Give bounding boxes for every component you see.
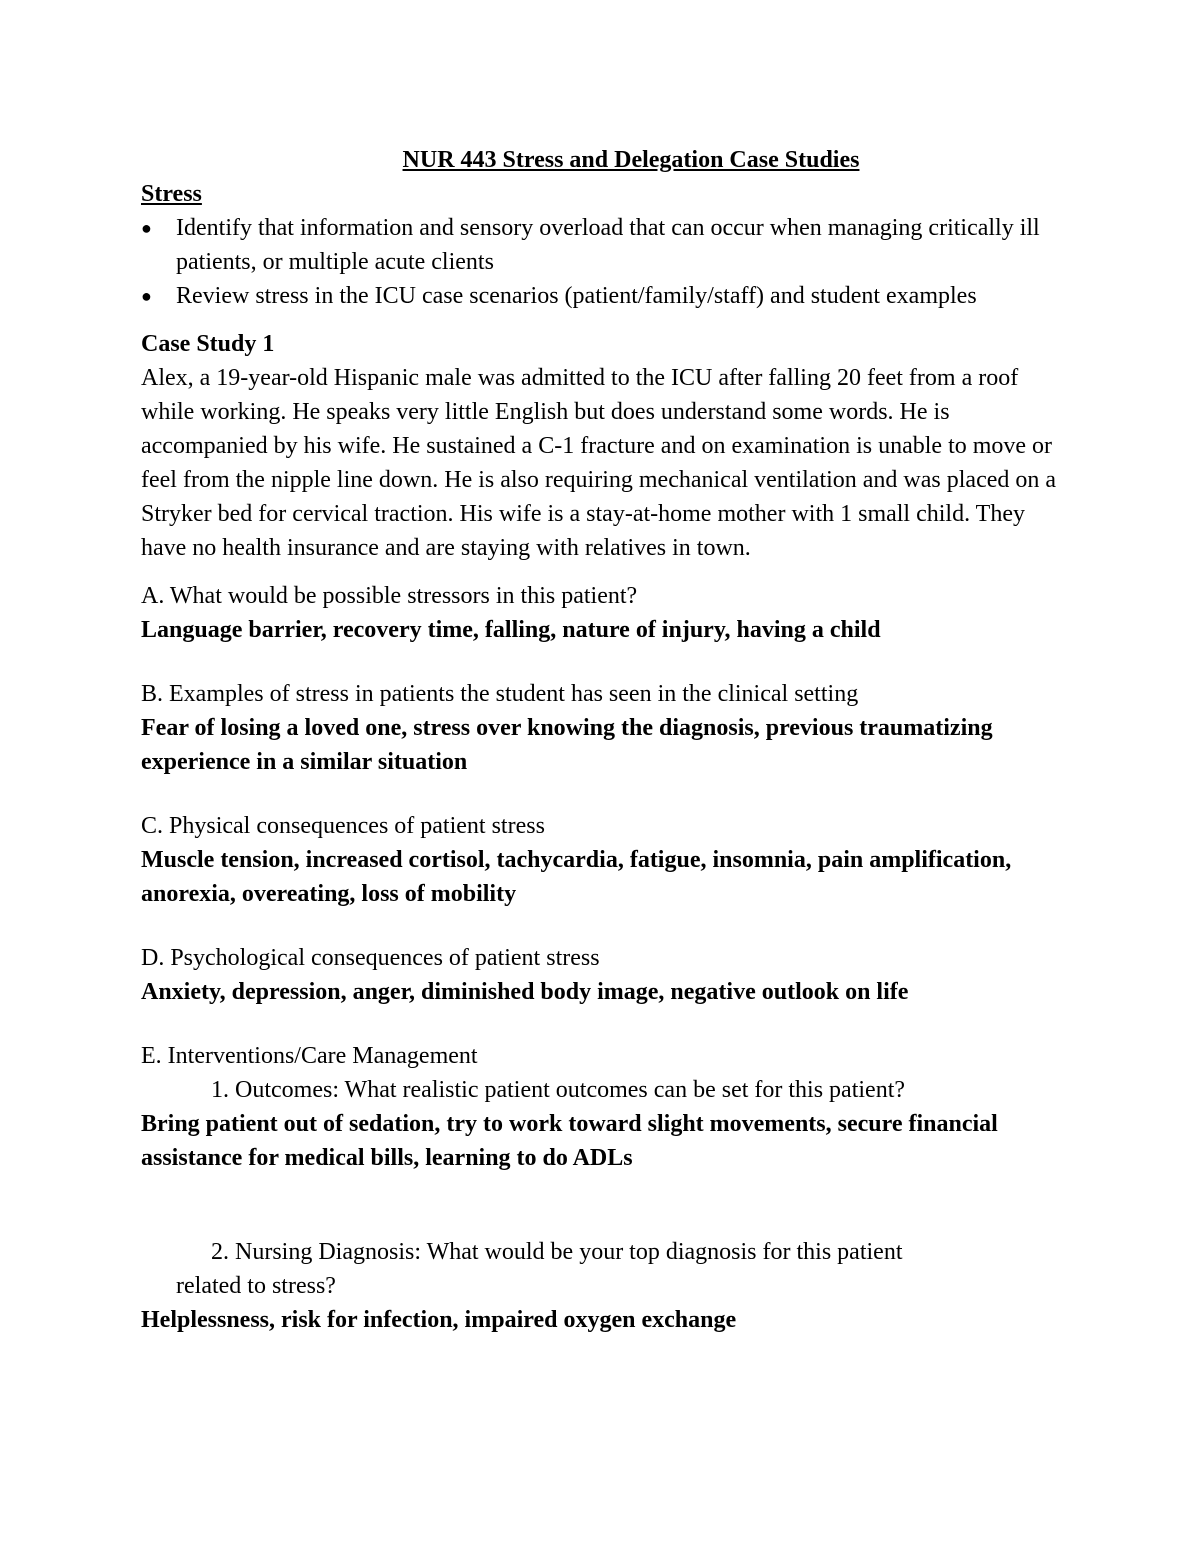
answer-b: Fear of losing a loved one, stress over knowing the diagnosis, previous traumatizing experience in a similar situation: [141, 715, 993, 775]
bullet-icon: ●: [141, 218, 152, 238]
answer-c: Muscle tension, increased cortisol, tachycardia, fatigue, insomnia, pain amplification, anorexia, overeating, loss of mobility: [141, 847, 1012, 907]
question-e-sub1: 1. Outcomes: What realistic patient outcomes can be set for this patient?: [211, 1077, 906, 1103]
document-title: NUR 443 Stress and Delegation Case Studies: [402, 147, 860, 173]
spacer: [141, 647, 1061, 677]
case-study-heading: Case Study 1: [141, 331, 275, 357]
case-study-body: Alex, a 19-year-old Hispanic male was admitted to the ICU after falling 20 feet from a roof while working. He speaks very little English but does understand some words. He is accompanied by his wife. He sustained a C-1 fracture and on examination is unable to move or feel from the nipple line down. He is also requiring mechanical ventilation and was placed on a Stryker bed for cervical traction. His wife is a stay-at-home mother with 1 small child. They have no health insurance and are staying with relatives in town.: [141, 365, 1057, 561]
stress-bullet-list: [141, 211, 1061, 313]
bullet-item: [141, 211, 1061, 279]
answer-e-sub1: Bring patient out of sedation, try to work toward slight movements, secure financial assistance for medical bills, learning to do ADLs: [141, 1111, 998, 1171]
question-e-sub2-line1: 2. Nursing Diagnosis: What would be your top diagnosis for this patient: [211, 1239, 903, 1265]
document-content: [141, 143, 1061, 1337]
bullet-icon: ●: [141, 286, 152, 306]
bullet-text: Identify that information and sensory overload that can occur when managing critically ill patients, or multiple acute clients: [176, 215, 1040, 275]
stress-heading: Stress: [141, 181, 202, 207]
answer-a: Language barrier, recovery time, falling, nature of injury, having a child: [141, 617, 881, 643]
question-a: A. What would be possible stressors in this patient?: [141, 583, 638, 609]
bullet-item: [141, 279, 1061, 313]
spacer: [141, 1009, 1061, 1039]
question-e-sub2-line2: related to stress?: [176, 1273, 336, 1299]
question-b: B. Examples of stress in patients the student has seen in the clinical setting: [141, 681, 859, 707]
answer-e-sub2: Helplessness, risk for infection, impaired oxygen exchange: [141, 1307, 737, 1333]
question-d: D. Psychological consequences of patient stress: [141, 945, 600, 971]
question-c: C. Physical consequences of patient stress: [141, 813, 545, 839]
spacer: [141, 911, 1061, 941]
question-e: E. Interventions/Care Management: [141, 1043, 478, 1069]
spacer: [141, 1175, 1061, 1235]
answer-d: Anxiety, depression, anger, diminished body image, negative outlook on life: [141, 979, 909, 1005]
spacer: [141, 779, 1061, 809]
bullet-text: Review stress in the ICU case scenarios (patient/family/staff) and student examples: [176, 283, 977, 309]
